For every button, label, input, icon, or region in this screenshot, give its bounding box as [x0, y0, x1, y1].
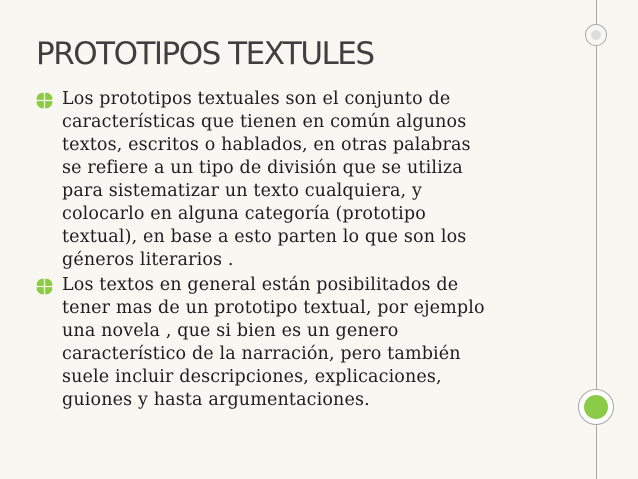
quad-leaf-bullet-icon — [36, 92, 53, 109]
bullet-text: Los prototipos textuales son el conjunto de características que tienen en común algunos textos, escritos o hablados, en otras palabras se refiere a un tipo de división que se utiliza para sistematizar un texto cualquiera, y colocarlo en alguna categoría (prototipo textual), en base a esto parten lo que son los géneros literarios . — [62, 89, 471, 270]
slide-title: PROTOTIPOS TEXTULES — [36, 36, 374, 72]
bullet-item — [36, 274, 556, 412]
quad-leaf-bullet-icon — [36, 278, 53, 295]
bullet-text: Los textos en general están posibilitados de tener mas de un prototipo textual, por ejemplo una novela , que si bien es un genero característico de la narración, pero también suele incluir descripciones, explicaciones, guiones y hasta argumentaciones. — [62, 275, 485, 410]
green-circle-decoration — [584, 395, 608, 419]
bullet-item — [36, 88, 556, 272]
bullet-list — [36, 88, 556, 414]
top-circle-decoration — [585, 24, 607, 46]
